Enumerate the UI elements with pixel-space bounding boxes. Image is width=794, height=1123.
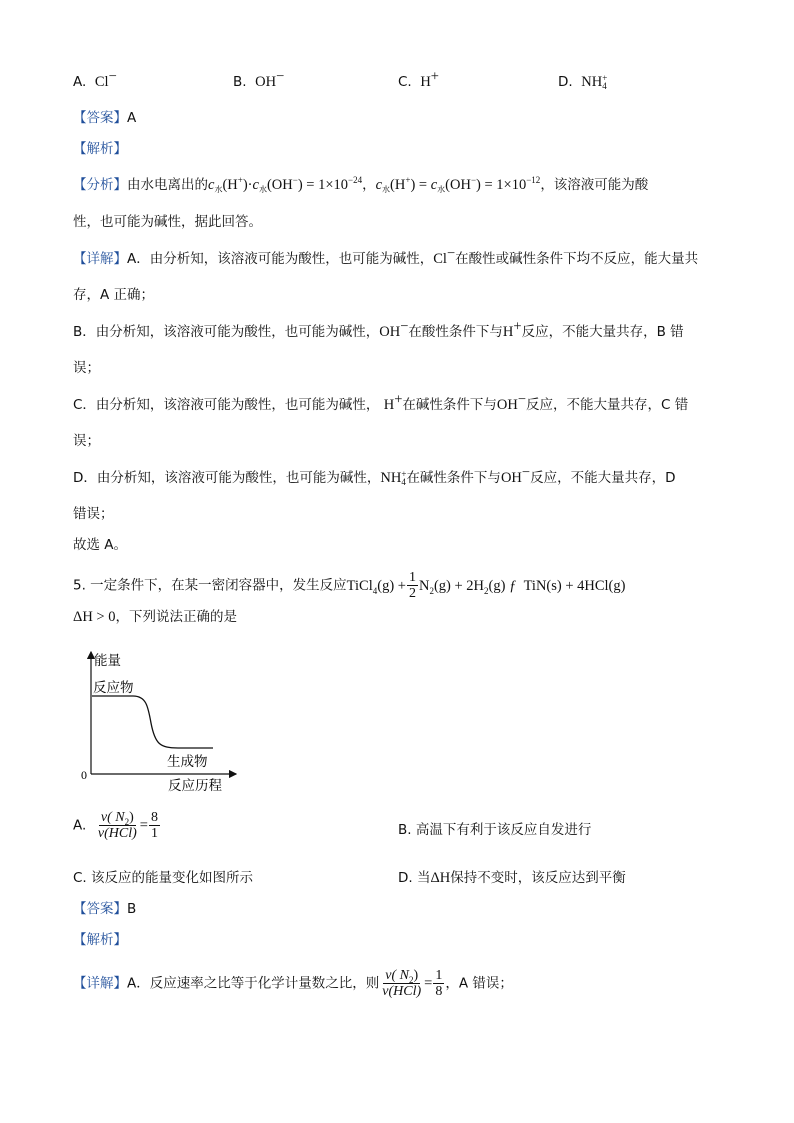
q5-detail-a: 【详解】A．反应速率之比等于化学计量数之比，则 $\frac{v( N_2)}{\text{v(HCl)}}$ = $\frac{1}{8}$ ，A 错误； [73,968,513,999]
q5-option-a: A. $\frac{v( N_2)}{\text{v(HCl)}}$ = $\frac{8}{1}$ [73,810,158,841]
q4-detail-a-line1: 【详解】A．由分析知，该溶液可能为酸性，也可能为碱性，Cl−在酸性或碱性条件下均不反应，能大量共 [73,245,699,267]
q5-stem-line1: 5. 一定条件下，在某一密闭容器中，发生反应TiCl$_4$(g) + $\frac{1}{2}$ $N_2(g) + 2H_2(g)$ ƒ TiN(s) + 4HCl(g) [73,570,626,601]
q5-option-c: C. 该反应的能量变化如图所示 [73,870,254,886]
product-label: 生成物 [167,754,208,770]
q4-detail-b-line1: B．由分析知，该溶液可能为酸性，也可能为碱性，OH−在酸性条件下与H+反应，不能大量共存，B 错 [73,318,684,340]
q5-stem-line2: ΔH > 0，下列说法正确的是 [73,609,237,625]
origin-label: 0 [81,768,87,782]
q4-detail-d-line1: D．由分析知，该溶液可能为酸性，也可能为碱性，NH + 4 在碱性条件下与OH−反应，不能大量共存，D [73,464,676,487]
q4-fenxi-line1: 【分析】由水电离出的$c_水(H^+)\cdot c_水(OH^-) = 1\times 10^{-24}$，$c_水(H^+) = c_水(OH^-) = 1\times 10^{-12}$，该溶液可能为酸 [73,175,649,194]
q4-detail-c-line2: 误； [73,433,100,449]
q4-option-a: A. Cl− [73,68,117,90]
q4-option-c: C. H+ [398,68,439,90]
q4-conclusion: 故选 A。 [73,537,128,553]
q5-option-b: B. 高温下有利于该反应自发进行 [398,822,592,838]
x-axis-label: 反应历程 [168,778,222,794]
answer-tag: 【答案】 [73,110,127,126]
half-fraction: $\frac{1}{2}$ [408,570,416,601]
q4-analysis-tag: 【解析】 [73,141,127,157]
q4-option-b: B. OH− [233,68,285,90]
q4-detail-b-line2: 误； [73,360,100,376]
q4-answer: 【答案】A [73,110,137,126]
q4-detail-a-line2: 存，A 正确； [73,287,155,303]
q4-fenxi-line2: 性，也可能为碱性，据此回答。 [73,214,262,230]
q5-option-d: D. 当ΔH保持不变时，该反应达到平衡 [398,870,626,886]
reactant-label: 反应物 [93,680,134,696]
q4-option-d: D. NH + 4 [558,73,608,91]
q4-detail-c-line1: C．由分析知，该溶液可能为酸性，也可能为碱性， H+在碱性条件下与OH−反应，不能大量共存，C 错 [73,391,689,413]
y-axis-label: 能量 [94,653,121,669]
q5-analysis-tag: 【解析】 [73,932,127,948]
q4-detail-d-line2: 错误； [73,506,114,522]
q5-answer: 【答案】B [73,901,137,917]
energy-diagram [78,648,243,796]
energy-curve [92,696,213,748]
